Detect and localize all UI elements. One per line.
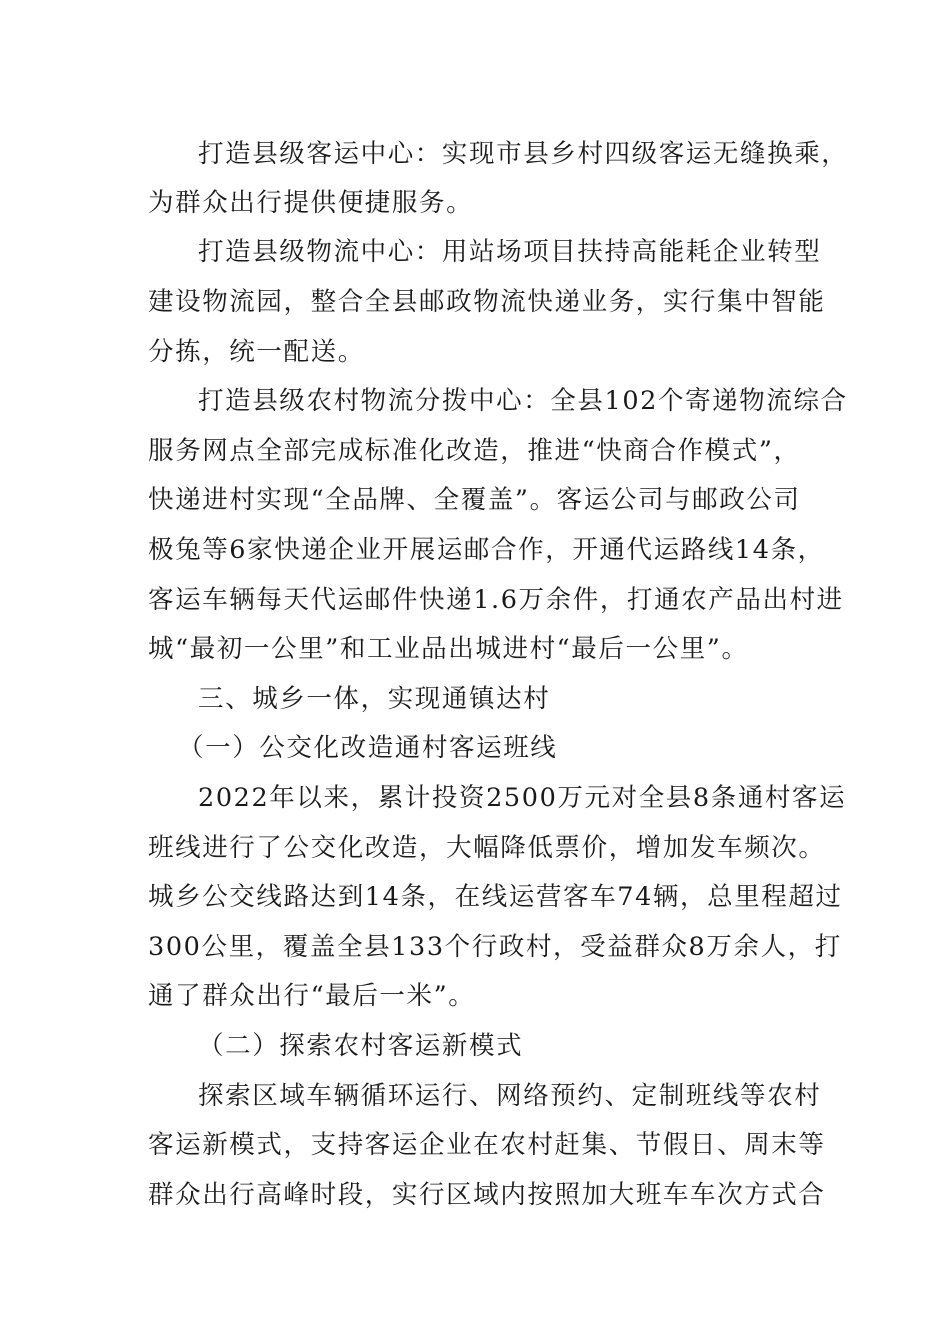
- paragraph-2-line-1: 打造县级物流中心：用站场项目扶持高能耗企业转型: [198, 237, 822, 267]
- paragraph-3-line-2: 服务网点全部完成标准化改造，推进“快商合作模式”，: [148, 436, 801, 466]
- paragraph-3-line-6: 城“最初一公里”和工业品出城进村“最后一公里”。: [148, 634, 749, 664]
- paragraph-5-line-2: 客运新模式，支持客运企业在农村赶集、节假日、周末等: [148, 1130, 826, 1160]
- paragraph-4-line-2: 班线进行了公交化改造，大幅降低票价，增加发车频次。: [148, 833, 826, 863]
- paragraph-1-line-2: 为群众出行提供便捷服务。: [148, 188, 474, 218]
- paragraph-3-line-5: 客运车辆每天代运邮件快递1.6万余件，打通农产品出村进: [148, 585, 844, 615]
- paragraph-3-line-4: 极兔等6家快递企业开展运邮合作，开通代运路线14条，: [148, 535, 825, 565]
- section-heading: 三、城乡一体，实现通镇达村: [198, 684, 551, 714]
- paragraph-2-line-3: 分拣，统一配送。: [148, 337, 365, 367]
- paragraph-2-line-2: 建设物流园，整合全县邮政物流快递业务，实行集中智能: [148, 287, 826, 317]
- paragraph-4-line-1: 2022年以来，累计投资2500万元对全县8条通村客运: [198, 783, 847, 813]
- paragraph-3-line-1: 打造县级农村物流分拨中心：全县102个寄递物流综合: [198, 386, 848, 416]
- paragraph-1-line-1: 打造县级客运中心：实现市县乡村四级客运无缝换乘，: [198, 139, 849, 169]
- subheading-1: （一）公交化改造通村客运班线: [178, 733, 558, 763]
- paragraph-4-line-4: 300公里，覆盖全县133个行政村，受益群众8万余人，打: [148, 932, 842, 962]
- paragraph-4-line-5: 通了群众出行“最后一米”。: [148, 981, 476, 1011]
- paragraph-5-line-1: 探索区域车辆循环运行、网络预约、定制班线等农村: [198, 1081, 822, 1111]
- subheading-2: （二）探索农村客运新模式: [198, 1031, 524, 1061]
- paragraph-3-line-3: 快递进村实现“全品牌、全覆盖”。客运公司与邮政公司: [148, 485, 801, 515]
- paragraph-4-line-3: 城乡公交线路达到14条，在线运营客车74辆，总里程超过: [148, 882, 843, 912]
- paragraph-5-line-3: 群众出行高峰时段，实行区域内按照加大班车车次方式合: [148, 1180, 826, 1210]
